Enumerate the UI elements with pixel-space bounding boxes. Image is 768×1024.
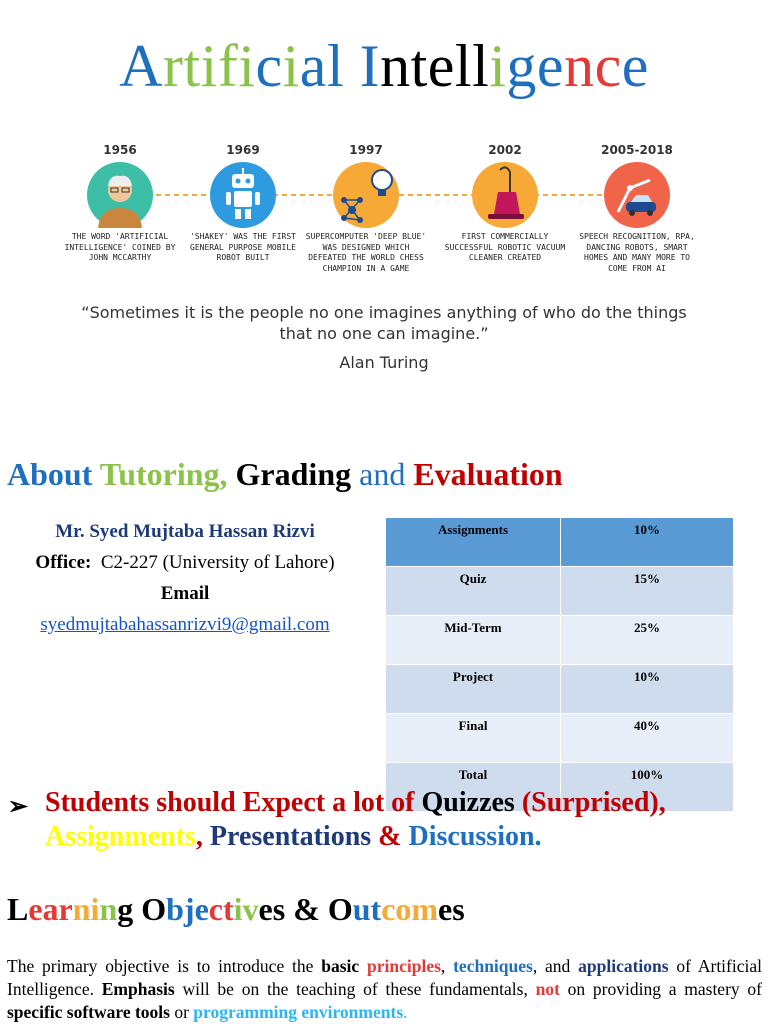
bullet-segment: Presentations (209, 821, 379, 852)
title-segment: t (410, 33, 428, 99)
grade-item: Final (386, 714, 561, 763)
bullet-segment: Assignments (45, 821, 196, 852)
timeline-caption: SPEECH RECOGNITION, RPA, DANCING ROBOTS, SMART HOMES AND MANY MORE TO COME FROM AI (579, 232, 695, 273)
learning-segment: c (381, 891, 396, 927)
timeline-year: 1997 (349, 143, 383, 157)
grade-weight: 10% (561, 518, 734, 567)
learning-segment: b (166, 891, 184, 927)
learning-segment: a (42, 891, 59, 927)
title-segment: c (255, 33, 283, 99)
about-segment: Evaluation (413, 456, 563, 492)
paragraph-segment: basic (321, 956, 367, 976)
bullet-segment: , (195, 821, 210, 852)
title-segment: c (594, 33, 622, 99)
arrow-bullet-icon: ➢ (8, 794, 29, 820)
office-line (0, 547, 370, 578)
paragraph-segment: of Artificial Intelligence. (7, 956, 762, 999)
paragraph-segment: principles (367, 956, 441, 976)
title-segment: i (200, 33, 218, 99)
learning-segment: j (183, 891, 195, 927)
title-segment: e (621, 33, 649, 99)
title-segment: t (183, 33, 201, 99)
vacuum-icon (472, 162, 538, 228)
timeline-caption: FIRST COMMERCIALLY SUCCESSFUL ROBOTIC VACUUM CLEANER CREATED (444, 232, 566, 262)
bullet-segment: Quizzes (421, 787, 522, 818)
paragraph-segment: specific software tools (7, 1002, 170, 1022)
title-segment: e (427, 33, 455, 99)
instructor-contact (0, 516, 370, 640)
learning-segment: O (141, 891, 167, 927)
learning-objectives-heading (7, 889, 465, 929)
title-segment: a (299, 33, 327, 99)
email-link[interactable]: syedmujtabahassanrizvi9@gmail.com (40, 614, 330, 635)
page-title (0, 28, 768, 104)
learning-segment: v (242, 891, 259, 927)
robot-icon (210, 162, 276, 228)
grade-item: Mid-Term (386, 616, 561, 665)
learning-segment: g (117, 891, 134, 927)
paragraph-segment: on providing a mastery of (559, 979, 762, 999)
about-segment: Tutoring, (99, 456, 236, 492)
title-segment: n (564, 33, 595, 99)
learning-segment: n (99, 891, 118, 927)
learning-segment: O (327, 891, 353, 927)
quote-author: Alan Turing (339, 353, 429, 372)
grade-weight: 15% (561, 567, 734, 616)
bullet-segment: Students should Expect a lot of (45, 787, 422, 818)
title-segment: r (163, 33, 184, 99)
learning-segment: i (233, 891, 243, 927)
learning-segment: s (452, 891, 465, 927)
title-segment: l (472, 33, 490, 99)
grade-weight: 10% (561, 665, 734, 714)
grade-weight: 40% (561, 714, 734, 763)
paragraph-segment: programming environments (193, 1002, 404, 1022)
about-segment: About (7, 456, 100, 492)
title-segment: f (217, 33, 239, 99)
title-segment: i (282, 33, 300, 99)
paragraph-segment: applications (578, 956, 669, 976)
learning-segment: & (285, 891, 328, 927)
learning-segment: i (90, 891, 100, 927)
quote-line-2: that no one can imagine.” (279, 324, 489, 343)
timeline-year: 2005-2018 (601, 143, 673, 157)
paragraph-segment: The primary objective is to introduce the (7, 956, 322, 976)
timeline-caption: THE WORD 'ARTIFICIAL INTELLIGENCE' COINED BY JOHN MCCARTHY (64, 232, 176, 262)
title-segment: e (536, 33, 565, 99)
email-label: Email (160, 583, 210, 604)
learning-segment: u (352, 891, 371, 927)
paragraph-segment: , and (532, 956, 579, 976)
bullet-segment: (Surprised), (521, 787, 666, 818)
paragraph-segment: techniques (453, 956, 533, 976)
paragraph-segment: or (169, 1002, 194, 1022)
learning-segment: r (58, 891, 73, 927)
title-segment: i (489, 33, 507, 99)
grade-item: Quiz (386, 567, 561, 616)
paragraph-segment: not (535, 979, 560, 999)
learning-segment: m (411, 891, 439, 927)
lightbulb-network-icon (333, 162, 399, 228)
learning-segment: o (395, 891, 412, 927)
title-segment: A (119, 33, 163, 99)
table-row (386, 665, 734, 714)
learning-segment: n (72, 891, 91, 927)
about-heading (7, 454, 563, 494)
table-row (386, 518, 734, 567)
grade-item: Total (386, 763, 561, 812)
table-row (386, 616, 734, 665)
learning-segment: t (370, 891, 382, 927)
title-segment: n (380, 33, 411, 99)
ai-history-timeline (60, 140, 710, 290)
office-label: Office: (35, 552, 92, 573)
title-segment: I (359, 33, 381, 99)
title-segment (344, 33, 360, 99)
title-segment: i (238, 33, 256, 99)
title-segment: l (454, 33, 473, 99)
learning-segment: s (272, 891, 286, 927)
grading-table (385, 517, 734, 812)
table-row (386, 567, 734, 616)
grade-item: Project (386, 665, 561, 714)
timeline-year: 1969 (226, 143, 260, 157)
timeline-caption: SUPERCOMPUTER 'DEEP BLUE' WAS DESIGNED WHICH DEFEATED THE WORLD CHESS CHAMPION IN A GAME (305, 232, 427, 273)
bullet-segment: & (378, 821, 409, 852)
expectations-bullet (8, 786, 768, 854)
learning-segment: L (7, 891, 29, 927)
grade-item: Assignments (386, 518, 561, 567)
title-segment: g (506, 33, 537, 99)
table-row (386, 714, 734, 763)
learning-segment: e (438, 891, 453, 927)
timeline-year: 2002 (488, 143, 522, 157)
objectives-paragraph (7, 955, 762, 1024)
person-icon (87, 162, 153, 228)
learning-segment: e (194, 891, 209, 927)
timeline-caption: 'SHAKEY' WAS THE FIRST GENERAL PURPOSE MOBILE ROBOT BUILT (190, 232, 296, 262)
about-segment: and (359, 456, 414, 492)
robot-arm-car-icon (604, 162, 670, 228)
paragraph-segment: will be on the teaching of these fundamentals, (174, 979, 536, 999)
paragraph-segment: , (440, 956, 454, 976)
quote-line-1: “Sometimes it is the people no one imagines anything of who do the things (81, 303, 687, 322)
paragraph-segment: . (403, 1002, 408, 1022)
instructor-name: Mr. Syed Mujtaba Hassan Rizvi (55, 521, 315, 542)
learning-segment: e (28, 891, 43, 927)
learning-segment: e (258, 891, 273, 927)
grade-weight: 100% (561, 763, 734, 812)
office-value: C2-227 (University of Lahore) (100, 552, 335, 573)
timeline-year: 1956 (103, 143, 137, 157)
grade-weight: 25% (561, 616, 734, 665)
learning-segment: t (222, 891, 234, 927)
title-segment: l (326, 33, 345, 99)
bullet-segment: Discussion. (408, 821, 542, 852)
about-segment: Grading (235, 456, 360, 492)
paragraph-segment: Emphasis (101, 979, 175, 999)
learning-segment: c (208, 891, 223, 927)
quote (0, 302, 768, 344)
